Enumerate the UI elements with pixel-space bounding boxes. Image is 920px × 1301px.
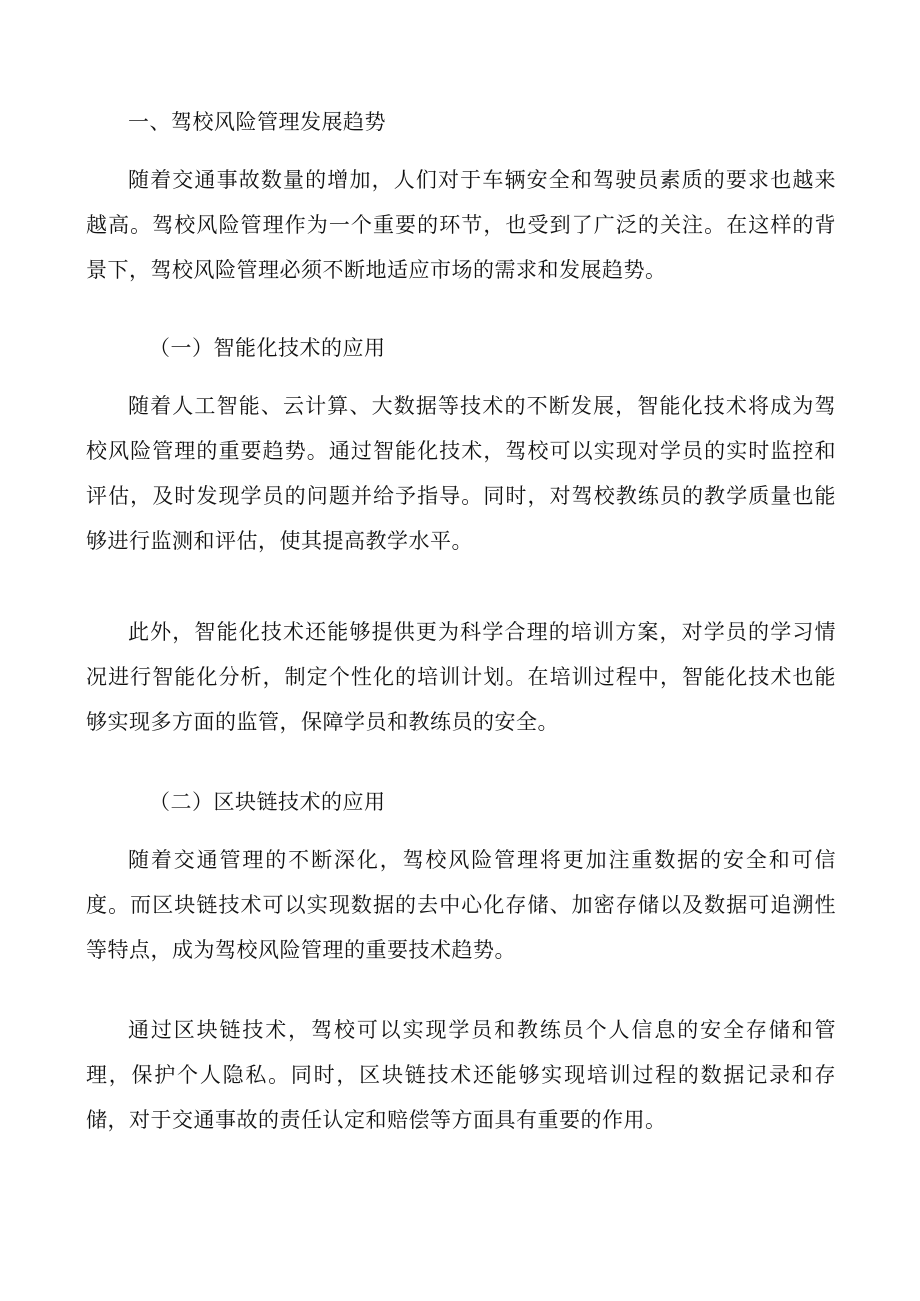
subsection-heading: （一）智能化技术的应用 — [149, 336, 386, 360]
paragraph: 随着交通事故数量的增加，人们对于车辆安全和驾驶员素质的要求也越来越高。驾校风险管理作为一个重要的环节，也受到了广泛的关注。在这样的背景下，驾校风险管理必须不断地适应市场的需求和发展趋势。 — [86, 168, 836, 282]
paragraph: 随着人工智能、云计算、大数据等技术的不断发展，智能化技术将成为驾校风险管理的重要趋势。通过智能化技术，驾校可以实现对学员的实时监控和评估，及时发现学员的问题并给予指导。同时，对驾校教练员的教学质量也能够进行监测和评估，使其提高教学水平。 — [86, 394, 836, 553]
paragraph: 随着交通管理的不断深化，驾校风险管理将更加注重数据的安全和可信度。而区块链技术可以实现数据的去中心化存储、加密存储以及数据可追溯性等特点，成为驾校风险管理的重要技术趋势。 — [86, 848, 836, 962]
section-heading: 一、驾校风险管理发展趋势 — [128, 110, 386, 134]
subsection-heading: （二）区块链技术的应用 — [149, 790, 386, 814]
paragraph: 此外，智能化技术还能够提供更为科学合理的培训方案，对学员的学习情况进行智能化分析，制定个性化的培训计划。在培训过程中，智能化技术也能够实现多方面的监管，保障学员和教练员的安全。 — [86, 620, 836, 734]
paragraph: 通过区块链技术，驾校可以实现学员和教练员个人信息的安全存储和管理，保护个人隐私。同时，区块链技术还能够实现培训过程的数据记录和存储，对于交通事故的责任认定和赔偿等方面具有重要的作用。 — [86, 1018, 836, 1132]
